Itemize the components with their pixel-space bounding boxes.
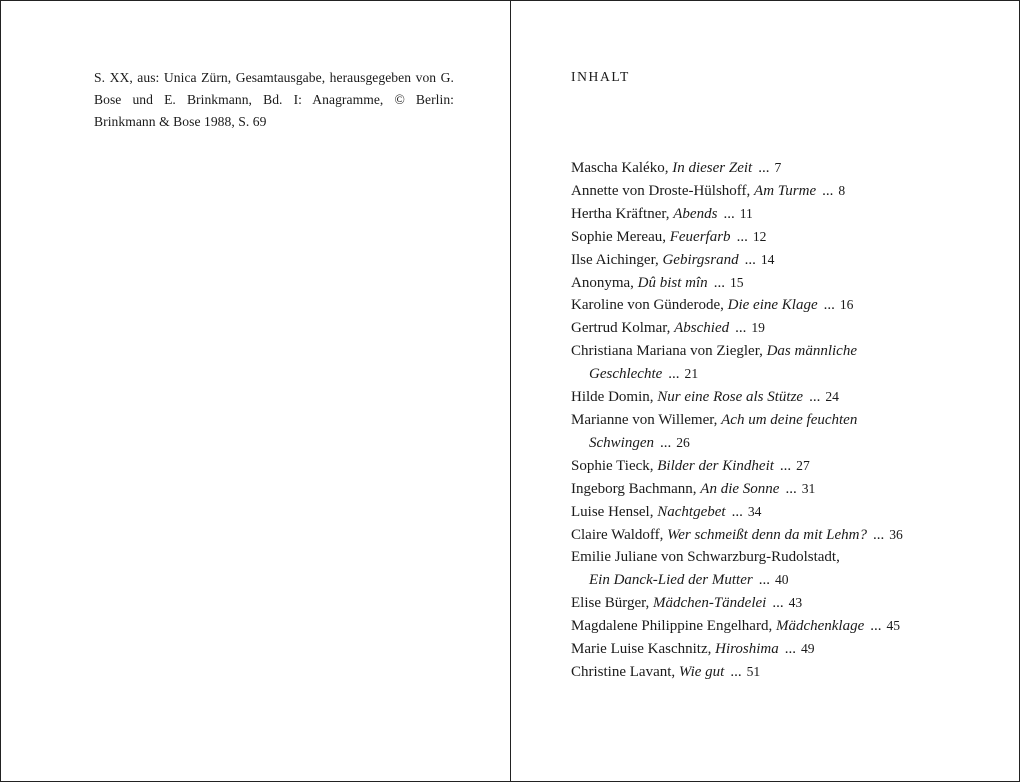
toc-ellipsis: ...: [744, 251, 756, 268]
toc-page-number: 7: [774, 160, 782, 175]
left-page: [1, 1, 510, 781]
toc-ellipsis: ...: [823, 297, 835, 314]
toc-author: Luise Hensel,: [571, 503, 654, 520]
toc-page-number: 8: [838, 182, 846, 198]
toc-title: Mädchenklage: [775, 618, 865, 635]
toc-author: Annette von Droste-Hülshoff,: [571, 182, 751, 199]
toc-title: Abends: [673, 205, 718, 222]
toc-author: Hilde Domin,: [571, 389, 654, 406]
toc-page-number: 16: [839, 297, 854, 313]
toc-line: [571, 455, 1011, 478]
toc-line: [571, 340, 1011, 363]
toc-line: [571, 272, 1011, 295]
toc-line: [571, 226, 1011, 249]
toc-page-number: 45: [886, 618, 901, 634]
toc-ellipsis: ...: [822, 182, 834, 199]
toc-title: Am Turme: [754, 182, 817, 199]
toc-line: [571, 569, 1011, 592]
toc-line: [571, 592, 1011, 615]
toc-title: Ach um deine feuchten: [721, 411, 858, 428]
right-page: [511, 1, 1019, 781]
toc-author: Claire Waldoff,: [571, 526, 664, 543]
toc-entry: [571, 386, 1011, 409]
toc-author: Magdalene Philippine Engelhard,: [571, 618, 773, 635]
toc-author: Emilie Juliane von Schwarzburg-Rudolstadt,: [571, 549, 840, 566]
source-credit: S. XX, aus: Unica Zürn, Gesamtausgabe, herausgegeben von G. Bose und E. Brinkmann, Bd. I: Anagramme, © Berlin: Brinkmann & Bose 1988, S. 69: [94, 70, 454, 129]
toc-ellipsis: ...: [785, 480, 797, 497]
toc-line: [571, 661, 1011, 684]
toc-ellipsis: ...: [772, 595, 784, 612]
toc-line: [571, 546, 1011, 569]
toc-line: [571, 409, 1011, 432]
toc-line: [571, 317, 1011, 340]
toc-heading: INHALT: [571, 69, 630, 84]
toc-line: [571, 432, 1011, 455]
toc-ellipsis: ...: [723, 205, 735, 222]
toc-entry: [571, 661, 1011, 684]
toc-page-number: 24: [825, 389, 839, 405]
toc-entry: [571, 203, 1011, 226]
toc-ellipsis: ...: [809, 389, 821, 406]
toc-title: Schwingen: [589, 434, 654, 451]
toc-entry: [571, 157, 1011, 180]
toc-title: Mädchen-Tändelei: [653, 595, 767, 612]
toc-page-number: 49: [801, 641, 815, 657]
toc-ellipsis: ...: [872, 526, 885, 543]
toc-page-number: 19: [751, 320, 765, 336]
toc-entry: [571, 294, 1011, 317]
toc-author: Ingeborg Bachmann,: [571, 480, 697, 497]
toc-entry: [571, 592, 1011, 615]
toc-title: Ein Danck-Lied der Mutter: [589, 572, 753, 589]
toc-ellipsis: ...: [758, 572, 770, 589]
toc-title: Wer schmeißt denn da mit Lehm?: [667, 526, 867, 543]
toc-page-number: 15: [729, 274, 744, 290]
toc-author: Mascha Kaléko,: [571, 160, 669, 176]
toc-author: Sophie Mereau,: [571, 228, 666, 245]
toc-title: Das männliche: [766, 343, 857, 360]
toc-page-number: 26: [676, 434, 690, 450]
toc-page-number: 43: [788, 595, 803, 611]
toc-title: Die eine Klage: [727, 297, 818, 314]
toc-title: Abschied: [674, 320, 730, 337]
toc-author: Christine Lavant,: [571, 663, 676, 680]
toc-entry: [571, 478, 1011, 501]
toc-page-number: 12: [752, 228, 767, 244]
toc-author: Ilse Aichinger,: [571, 251, 659, 268]
toc-ellipsis: ...: [870, 618, 882, 635]
toc-line: [571, 524, 1011, 547]
toc-line: [571, 501, 1011, 524]
toc-page-number: 14: [760, 251, 775, 267]
toc-author: Sophie Tieck,: [571, 457, 654, 474]
toc-title: Nachtgebet: [657, 503, 726, 520]
toc-author: Christiana Mariana von Ziegler,: [571, 343, 763, 360]
toc-page-number: 27: [796, 457, 810, 473]
toc-entry: [571, 249, 1011, 272]
toc-page-number: 51: [746, 663, 761, 679]
toc-author: Karoline von Günderode,: [571, 297, 724, 314]
toc-ellipsis: ...: [735, 320, 747, 337]
toc-author: Elise Bürger,: [571, 595, 650, 612]
toc-ellipsis: ...: [736, 228, 748, 245]
toc-line: [571, 638, 1011, 661]
toc-page-number: 36: [889, 526, 903, 542]
toc-ellipsis: ...: [713, 274, 725, 291]
toc-line: [571, 615, 1011, 638]
toc-ellipsis: ...: [758, 160, 770, 176]
toc-entry: [571, 501, 1011, 524]
toc-page-number: 11: [739, 205, 753, 221]
toc-author: Marie Luise Kaschnitz,: [571, 641, 712, 658]
toc-ellipsis: ...: [779, 457, 792, 474]
toc-entry: [571, 638, 1011, 661]
toc-page-number: 31: [801, 480, 816, 496]
toc-entry: [571, 317, 1011, 340]
toc-title: Nur eine Rose als Stütze: [657, 389, 804, 406]
toc-line: [571, 180, 1011, 203]
toc-author: Gertrud Kolmar,: [571, 320, 671, 337]
toc-entry: [571, 226, 1011, 249]
toc-title: Geschlechte: [589, 366, 663, 383]
toc-line: [571, 478, 1011, 501]
toc-entry: [571, 272, 1011, 295]
toc-author: Hertha Kräftner,: [571, 205, 670, 222]
toc-ellipsis: ...: [784, 641, 796, 658]
toc-page-number: 34: [747, 503, 762, 519]
toc-title: Bilder der Kindheit: [657, 457, 774, 474]
toc-line: [571, 157, 1011, 180]
toc-entry: [571, 180, 1011, 203]
toc-ellipsis: ...: [660, 434, 672, 451]
toc-title: In dieser Zeit: [672, 160, 753, 176]
toc-line: [571, 386, 1011, 409]
toc-entry: [571, 340, 1011, 386]
toc-author: Marianne von Willemer,: [571, 411, 718, 428]
toc-author: Anonyma,: [571, 274, 634, 291]
toc-line: [571, 294, 1011, 317]
toc-title: An die Sonne: [700, 480, 780, 497]
toc-entry: [571, 524, 1011, 547]
toc-entry: [571, 409, 1011, 455]
toc-line: [571, 203, 1011, 226]
toc-title: Hiroshima: [715, 641, 779, 658]
toc-line: [571, 363, 1011, 386]
toc-title: Wie gut: [678, 663, 725, 680]
toc-entry: [571, 455, 1011, 478]
toc-ellipsis: ...: [668, 366, 680, 383]
toc-ellipsis: ...: [731, 503, 743, 520]
toc-title: Feuerfarb: [669, 228, 731, 245]
toc-page-number: 40: [774, 572, 789, 588]
toc-entry: [571, 615, 1011, 638]
toc-page-number: 21: [684, 366, 699, 382]
toc-line: [571, 249, 1011, 272]
toc-entry: [571, 546, 1011, 592]
table-of-contents: [571, 157, 1011, 684]
toc-ellipsis: ...: [730, 663, 742, 680]
toc-title: Gebirgsrand: [662, 251, 739, 268]
toc-title: Dû bist mîn: [637, 274, 708, 291]
